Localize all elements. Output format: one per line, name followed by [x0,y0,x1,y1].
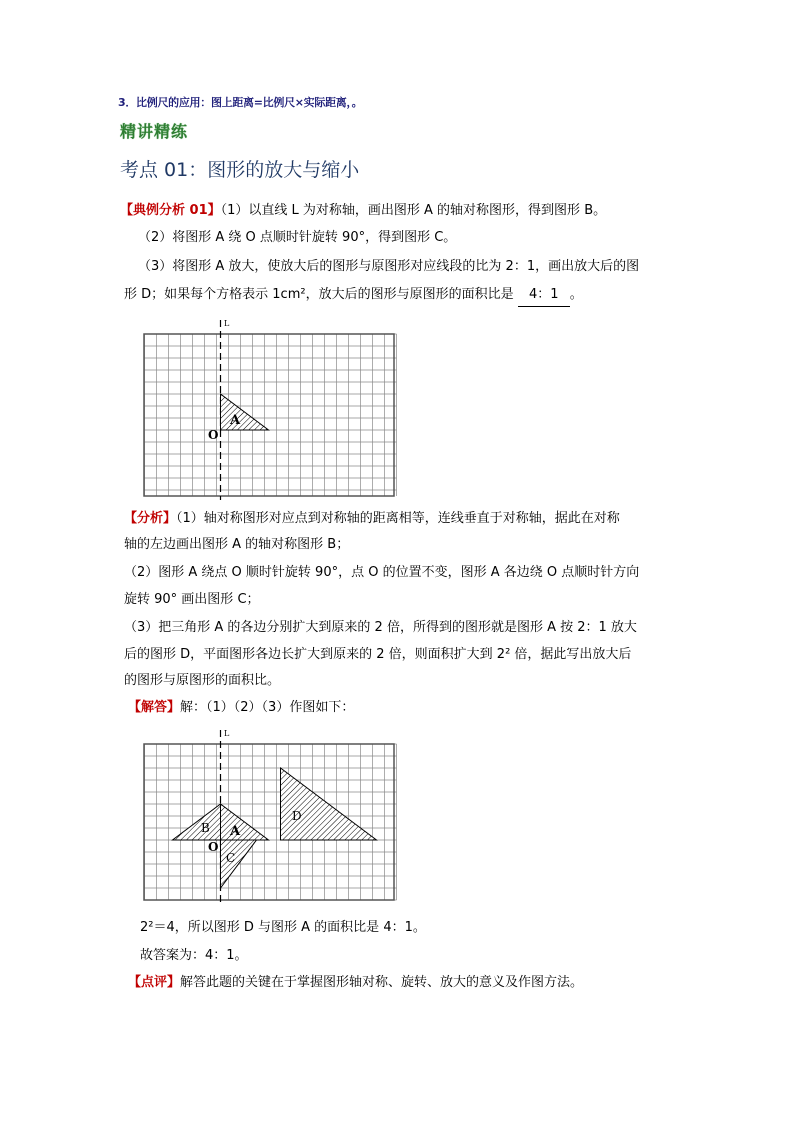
analysis-tag: 【分析】 [124,511,177,526]
axis-label: L [224,319,230,328]
triangle-a [221,804,269,840]
topic-title: 考点 01：图形的放大与缩小 [120,159,360,181]
review-line: 【点评】解答此题的关键在于掌握图形轴对称、旋转、放大的意义及作图方法。 [128,975,584,990]
label-a: A [230,413,241,428]
grid-lines [145,334,397,496]
triangle-a [221,394,269,430]
review-tag: 【点评】 [128,975,181,990]
example-tag: 【典例分析 01】 [120,203,221,218]
conclusion-line2: 故答案为：4：1。 [140,948,248,963]
analysis-p2a: （2）图形 A 绕点 O 顺时针旋转 90°，点 O 的位置不变，图形 A 各边绕 O 点顺时针方向 [124,565,640,580]
label-b: B [201,821,210,835]
conclusion-line1: 2²＝4，所以图形 D 与图形 A 的面积比是 4：1。 [140,920,426,935]
answer-blank: 4：1 [518,284,570,307]
triangle-b [173,804,221,840]
analysis-p1b: 轴的左边画出图形 A 的轴对称图形 B； [124,537,350,552]
analysis-p2b: 旋转 90° 画出图形 C； [124,592,260,607]
analysis-p3a: （3）把三角形 A 的各边分别扩大到原来的 2 倍，所得到的图形就是图形 A 按 2：1 放大 [124,620,637,635]
solution-tag: 【解答】 [128,700,181,715]
label-d: D [292,809,302,823]
analysis-p3b: 后的图形 D，平面图形各边长扩大到原来的 2 倍，则面积扩大到 2² 倍，据此写出放大后 [124,647,632,662]
point-o-label: O [208,428,219,442]
analysis-p3c: 的图形与原图形的面积比。 [124,673,281,688]
analysis-p1a: 【分析】（1）轴对称图形对应点到对称轴的距离相等，连线垂直于对称轴，据此在对称 [124,511,620,526]
grid-border [144,744,394,900]
label-c: C [226,851,236,865]
grid-lines [145,744,397,900]
solution-line: 【解答】解：（1）（2）（3）作图如下： [128,700,355,715]
point-o-label: O [208,840,219,854]
example-q1: 【典例分析 01】（1）以直线 L 为对称轴，画出图形 A 的轴对称图形，得到图形 B。 [120,203,607,218]
knowledge-point-line: 3．比例尺的应用：图上距离=比例尺×实际距离，。 [118,96,363,109]
section-banner: 精讲精练 [120,122,189,141]
example-q3-line1: （3）将图形 A 放大，使放大后的图形与原图形对应线段的比为 2：1，画出放大后的图 [138,259,640,274]
grid-figure-1 [138,314,400,500]
axis-label: L [224,729,230,738]
grid-figure-2 [138,724,400,906]
example-q2: （2）将图形 A 绕 O 点顺时针旋转 90°，得到图形 C。 [138,230,457,245]
example-q3-line2: 形 D；如果每个方格表示 1cm²，放大后的图形与原图形的面积比是 4：1 。 [124,284,583,307]
label-a: A [230,824,241,839]
